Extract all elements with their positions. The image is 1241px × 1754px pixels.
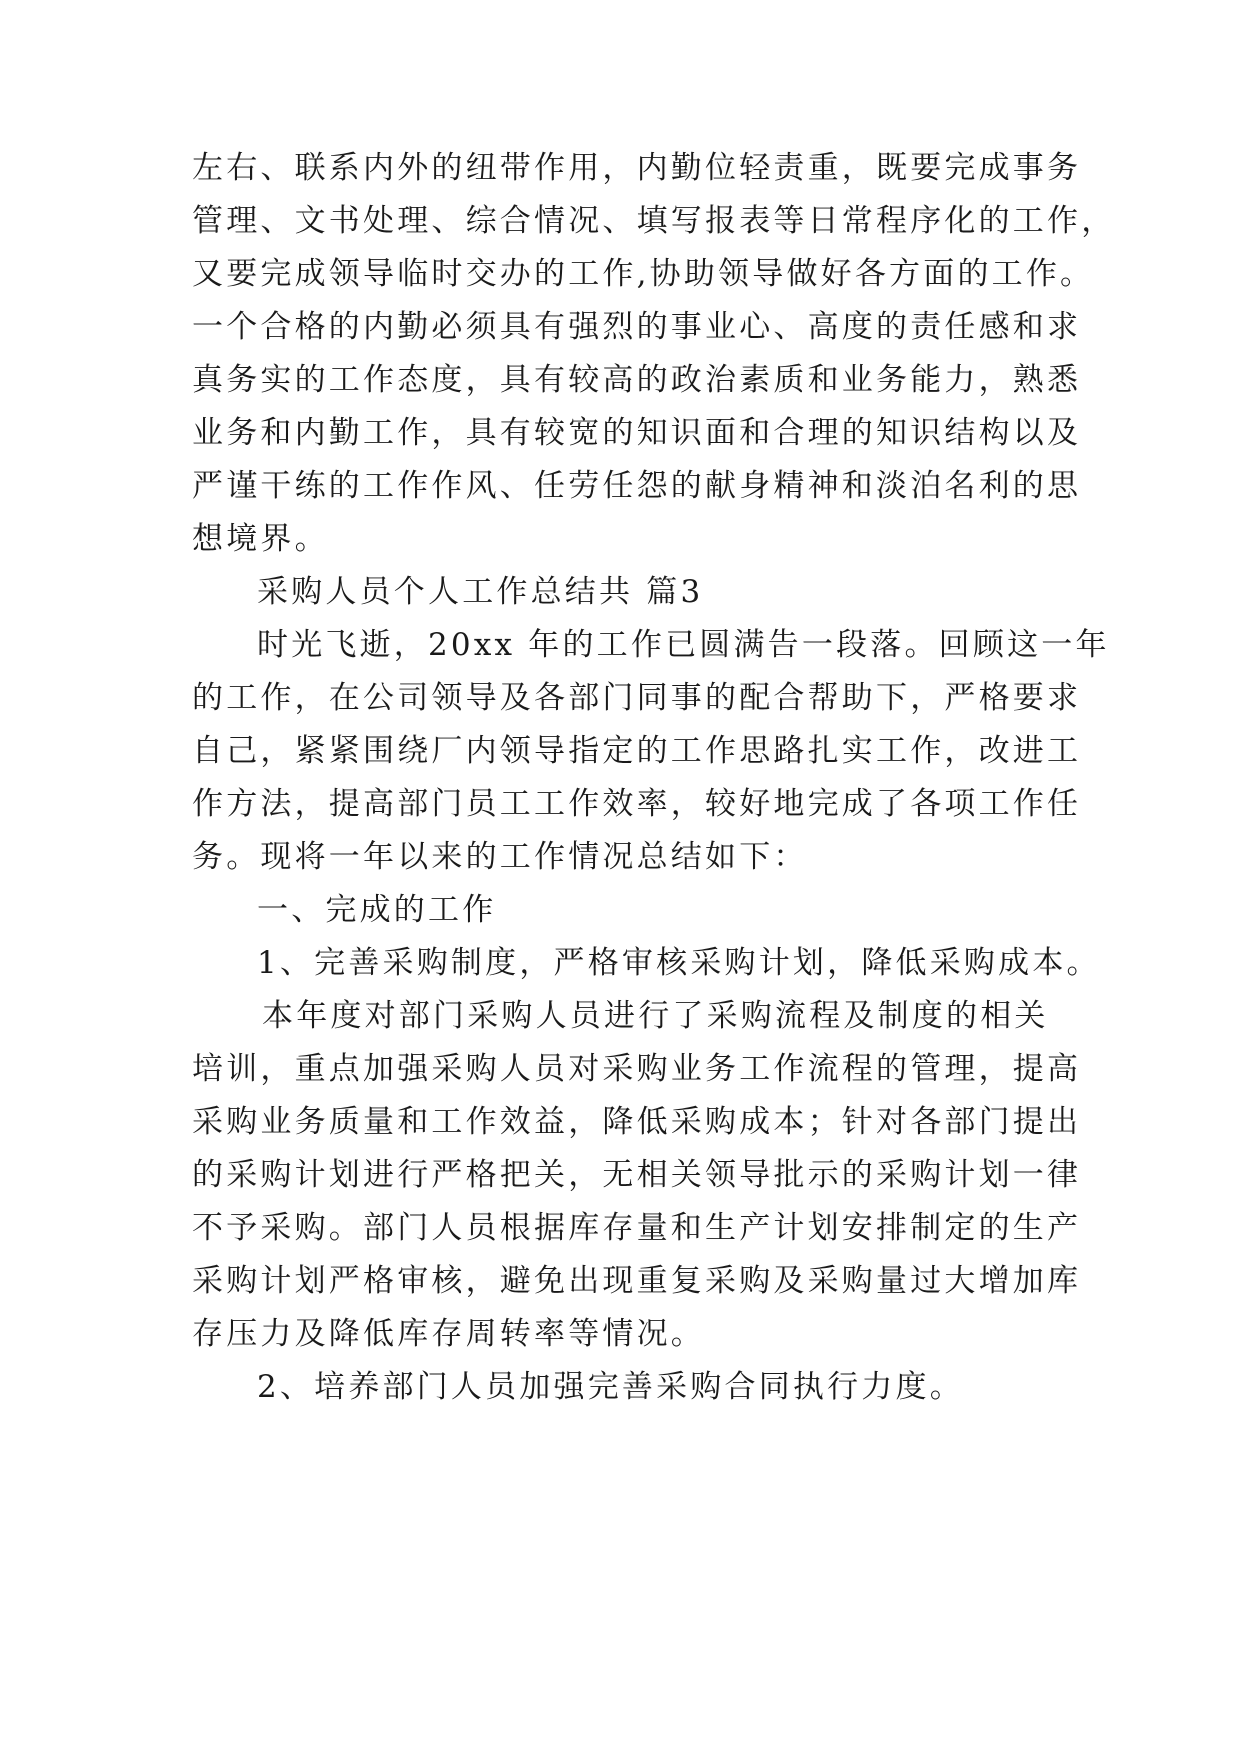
body-text-line: 务。现将一年以来的工作情况总结如下： <box>192 839 808 875</box>
subheading: 一、完成的工作 <box>257 892 497 928</box>
body-text-line: 的工作，在公司领导及各部门同事的配合帮助下，严格要求 <box>192 680 1082 716</box>
numbered-item-heading: 2、培养部门人员加强完善采购合同执行力度。 <box>257 1369 964 1405</box>
body-text-line: 想境界。 <box>192 521 329 557</box>
body-text-line: 培训，重点加强采购人员对采购业务工作流程的管理，提高 <box>192 1051 1082 1087</box>
body-text-line: 的采购计划进行严格把关，无相关领导批示的采购计划一律 <box>192 1157 1082 1193</box>
paragraph-first-line: 本年度对部门采购人员进行了采购流程及制度的相关 <box>262 998 1049 1034</box>
numbered-item-heading: 1、完善采购制度，严格审核采购计划，降低采购成本。 <box>257 945 1101 981</box>
body-text-line: 严谨干练的工作作风、任劳任怨的献身精神和淡泊名利的思 <box>192 468 1082 504</box>
body-text-line: 不予采购。部门人员根据库存量和生产计划安排制定的生产 <box>192 1210 1082 1246</box>
section-heading: 采购人员个人工作总结共 篇3 <box>257 574 704 610</box>
body-text-line: 自己，紧紧围绕厂内领导指定的工作思路扎实工作，改进工 <box>192 733 1082 769</box>
body-text-line: 业务和内勤工作，具有较宽的知识面和合理的知识结构以及 <box>192 415 1082 451</box>
body-text-line: 采购业务质量和工作效益，降低采购成本；针对各部门提出 <box>192 1104 1082 1140</box>
paragraph-first-line: 时光飞逝，20xx 年的工作已圆满告一段落。回顾这一年 <box>257 627 1110 663</box>
body-text-line: 管理、文书处理、综合情况、填写报表等日常程序化的工作， <box>192 203 1116 239</box>
body-text-line: 一个合格的内勤必须具有强烈的事业心、高度的责任感和求 <box>192 309 1082 345</box>
body-text-line: 真务实的工作态度，具有较高的政治素质和业务能力，熟悉 <box>192 362 1082 398</box>
body-text-line: 存压力及降低库存周转率等情况。 <box>192 1316 705 1352</box>
body-text-line: 又要完成领导临时交办的工作,协助领导做好各方面的工作。 <box>192 256 1095 292</box>
body-text-line: 作方法，提高部门员工工作效率，较好地完成了各项工作任 <box>192 786 1082 822</box>
body-text-line: 采购计划严格审核，避免出现重复采购及采购量过大增加库 <box>192 1263 1082 1299</box>
body-text-line: 左右、联系内外的纽带作用，内勤位轻责重，既要完成事务 <box>192 150 1082 186</box>
